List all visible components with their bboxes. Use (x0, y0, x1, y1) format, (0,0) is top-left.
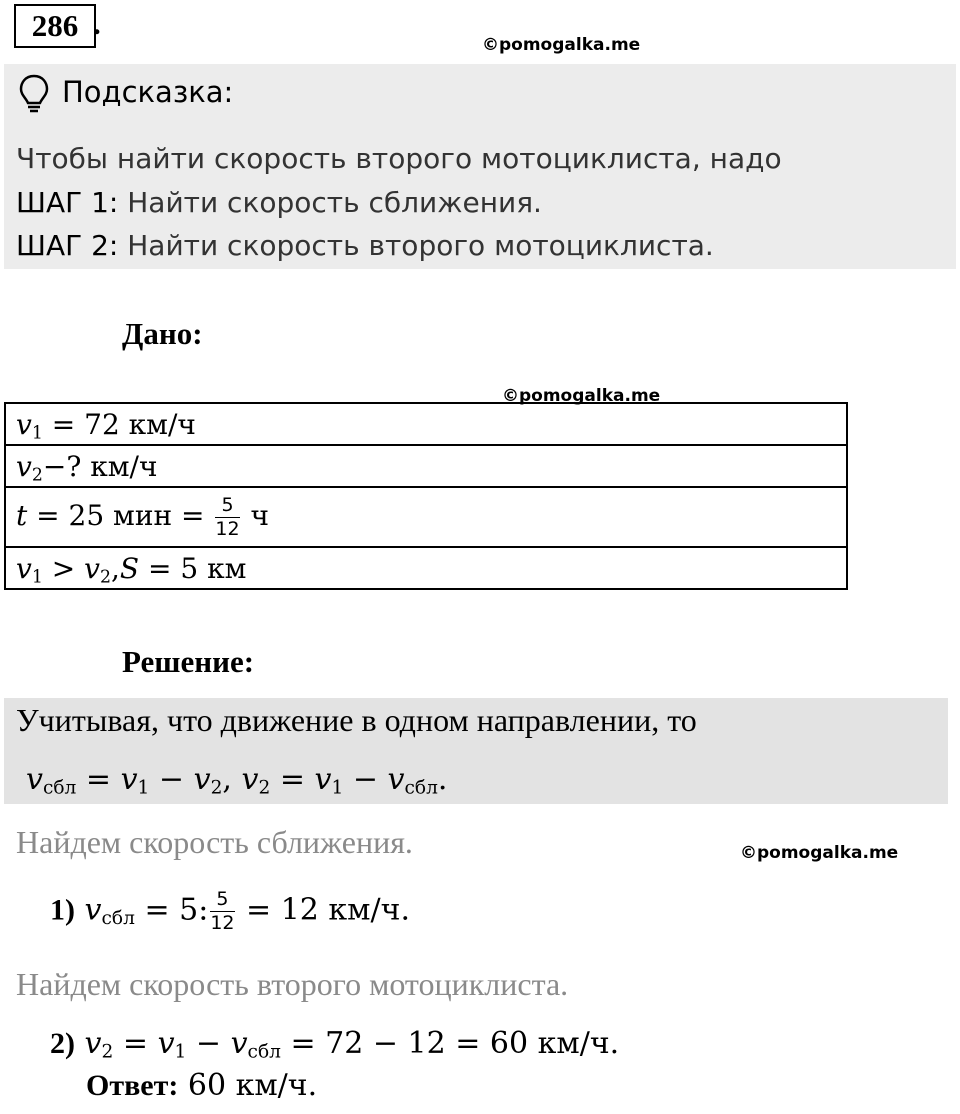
solution-intro: Учитывая, что движение в одном направлении, то (16, 702, 697, 738)
hint-intro: Чтобы найти скорость второго мотоциклиста, надо (16, 142, 782, 175)
find-approach-speed: Найдем скорость сближения. (16, 824, 413, 860)
problem-number: 286 (14, 4, 96, 48)
solution-step-2: 2) $v_2 = v_1 - v_{сбл} = 72 - 12 = 60$ км/ч. (50, 1026, 620, 1063)
hint-step-2-label: ШАГ 2: (16, 229, 119, 262)
fraction: $\frac{5}{12}$ (215, 493, 240, 540)
given-row: t = 25 мин = $\frac{5}{12}$ ч (5, 487, 847, 547)
hint-step-2-text: Найти скорость второго мотоциклиста. (118, 229, 714, 262)
hint-step-2 (16, 229, 714, 262)
answer (86, 1068, 317, 1103)
given-row: $v_1 > v_2,S = 5$ км (5, 547, 847, 589)
given-title: Дано: (122, 316, 203, 351)
hint-step-1-text: Найти скорость сближения. (118, 186, 542, 219)
given-row: $v_2-$? км/ч (5, 445, 847, 487)
problem-number-dot: . (93, 6, 101, 41)
watermark: ©pomogalka.me (482, 35, 641, 55)
solution-title: Решение: (122, 644, 255, 679)
hint-step-1 (16, 186, 542, 219)
watermark: ©pomogalka.me (740, 843, 899, 863)
given-row: $v_1 = 72$ км/ч (5, 403, 847, 445)
answer-value: 60 км/ч. (178, 1068, 318, 1103)
find-second-speed: Найдем скорость второго мотоциклиста. (16, 966, 569, 1002)
fraction: $\frac{5}{12}$ (210, 888, 235, 934)
hint-step-1-label: ШАГ 1: (16, 186, 119, 219)
lightbulb-icon (18, 74, 50, 114)
solution-formula: $v_{сбл} = v_1 - v_2$, $v_2 = v_1 - v_{сбл}$. (26, 762, 448, 799)
answer-label: Ответ: (86, 1069, 179, 1102)
solution-step-1: 1) $v_{сбл} = 5$: $\frac{5}{12}$ = 12 км/ч. (50, 888, 410, 934)
watermark: ©pomogalka.me (502, 386, 661, 406)
given-table (4, 402, 848, 590)
hint-title: Подсказка: (62, 75, 234, 109)
